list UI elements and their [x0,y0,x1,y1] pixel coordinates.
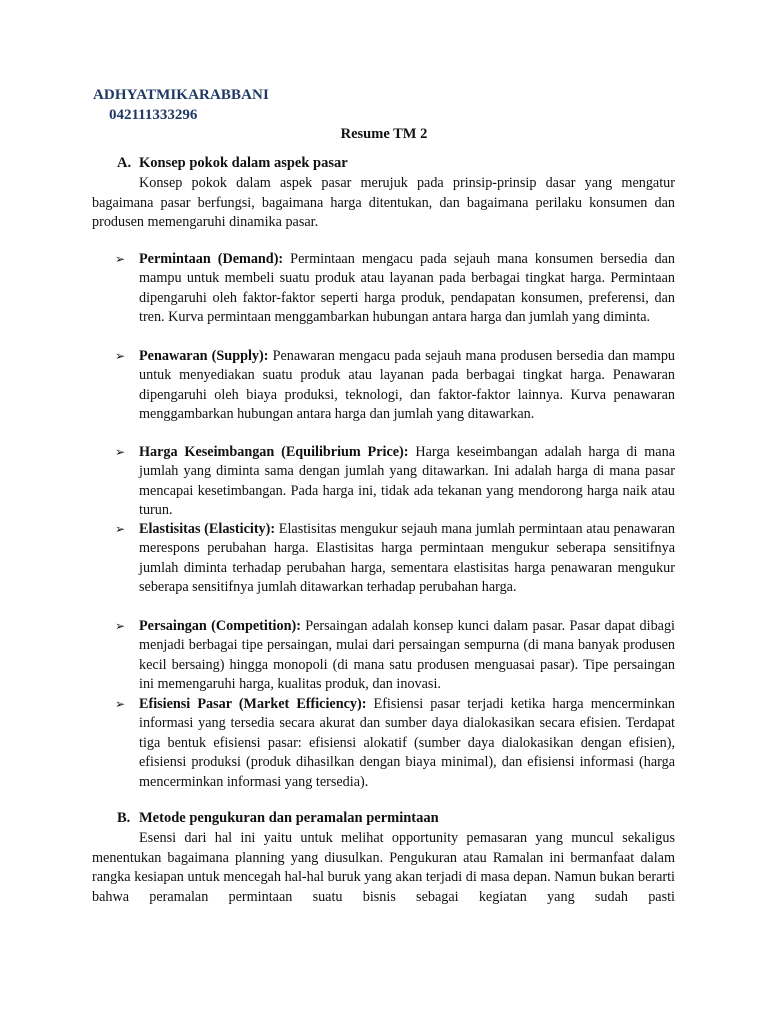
arrow-bullet-icon: ➢ [115,522,126,536]
list-item [115,347,676,425]
section-b-letter: B. [117,810,131,826]
list-item-text: Persaingan adalah konsep kunci dalam pasar. Pasar dapat dibagi menjadi berbagai tipe persaingan, mulai dari persaingan sempurna (di mana banyak produsen kecil bersaing) hingga monopoli (di mana satu produsen menguasai pasar). Tipe persaingan ini memengaruhi harga, kualitas produk, dan inovasi. [139,618,675,693]
arrow-bullet-icon: ➢ [115,349,126,363]
author-id: 042111333296 [109,107,198,123]
arrow-bullet-icon: ➢ [115,445,126,459]
list-item-text: Efisiensi pasar terjadi ketika harga mencerminkan informasi yang tersedia secara akurat dan sumber daya dialokasikan secara efisien. Terdapat tiga bentuk efisiensi pasar: efisiensi alokatif (sumber daya dialokasikan dengan efisien), efisiensi produksi (produk dihasilkan dengan biaya minimal), dan efisiensi informasi (harga mencerminkan informasi yang tersedia). [139,696,675,790]
list-item-text: Harga keseimbangan adalah harga di mana jumlah yang diminta sama dengan jumlah yang ditawarkan. Ini adalah harga di mana pasar mencapai kesetimbangan. Pada harga ini, tidak ada tekanan yang mendorong harga naik atau turun. [139,444,675,519]
list-item-term: Efisiensi Pasar (Market Efficiency): [139,696,367,712]
section-a-title: Konsep pokok dalam aspek pasar [139,155,348,171]
list-item-term: Permintaan (Demand): [139,251,284,267]
section-a-heading [117,155,348,172]
list-item-text: Permintaan mengacu pada sejauh mana konsumen bersedia dan mampu untuk membeli suatu produk atau layanan pada berbagai tingkat harga. Permintaan dipengaruhi oleh faktor-faktor seperti harga produk, pendapatan konsumen, preferensi, dan tren. Kurva permintaan menggambarkan hubungan antara harga dan jumlah yang diminta. [139,251,675,326]
list-item-term: Persaingan (Competition): [139,618,301,634]
section-a-letter: A. [117,155,132,171]
list-item-text: Elastisitas mengukur sejauh mana jumlah permintaan atau penawaran merespons perubahan harga. Elastisitas harga permintaan mengukur seberapa sensitifnya jumlah diminta terhadap perubahan harga, sementara elastisitas harga penawaran mengukur seberapa sensitifnya jumlah ditawarkan terhadap perubahan harga. [139,521,675,596]
section-b-intro: Esensi dari hal ini yaitu untuk melihat opportunity pemasaran yang muncul sekaligus menentukan bagaimana planning yang diusulkan. Pengukuran atau Ramalan ini bermanfaat dalam rangka kesiapan untuk mencegah hal-hal buruk yang akan terjadi di masa depan. Namun bukan berarti bahwa peramalan permintaan suatu bisnis sebagai kegiatan yang sudah pasti [92,830,675,905]
arrow-bullet-icon: ➢ [115,697,126,711]
list-item-term: Elastisitas (Elasticity): [139,521,276,537]
section-b-title: Metode pengukuran dan peramalan permintaan [139,810,439,826]
author-name: ADHYATMIKARABBANI [93,87,269,103]
arrow-bullet-icon: ➢ [115,619,126,633]
list-item-term: Harga Keseimbangan (Equilibrium Price): [139,444,409,460]
document-title: Resume TM 2 [340,126,428,142]
arrow-bullet-icon: ➢ [115,252,126,266]
list-item-text: Penawaran mengacu pada sejauh mana produsen bersedia dan mampu untuk menyediakan suatu produk atau layanan pada berbagai tingkat harga. Penawaran dipengaruhi oleh biaya produksi, teknologi, dan faktor-faktor lainnya. Kurva penawaran menggambarkan hubungan antara harga dan jumlah yang ditawarkan. [139,348,676,423]
section-b-heading [117,810,439,827]
list-item [115,250,675,328]
list-item [115,443,675,521]
list-item [115,520,675,598]
list-item [115,617,675,695]
list-item-term: Penawaran (Supply): [139,348,269,364]
section-a-intro: Konsep pokok dalam aspek pasar merujuk pada prinsip-prinsip dasar yang mengatur bagaimana pasar berfungsi, bagaimana harga ditentukan, dan bagaimana perilaku konsumen dan produsen memengaruhi dinamika pasar. [92,175,675,230]
list-item [115,695,675,792]
